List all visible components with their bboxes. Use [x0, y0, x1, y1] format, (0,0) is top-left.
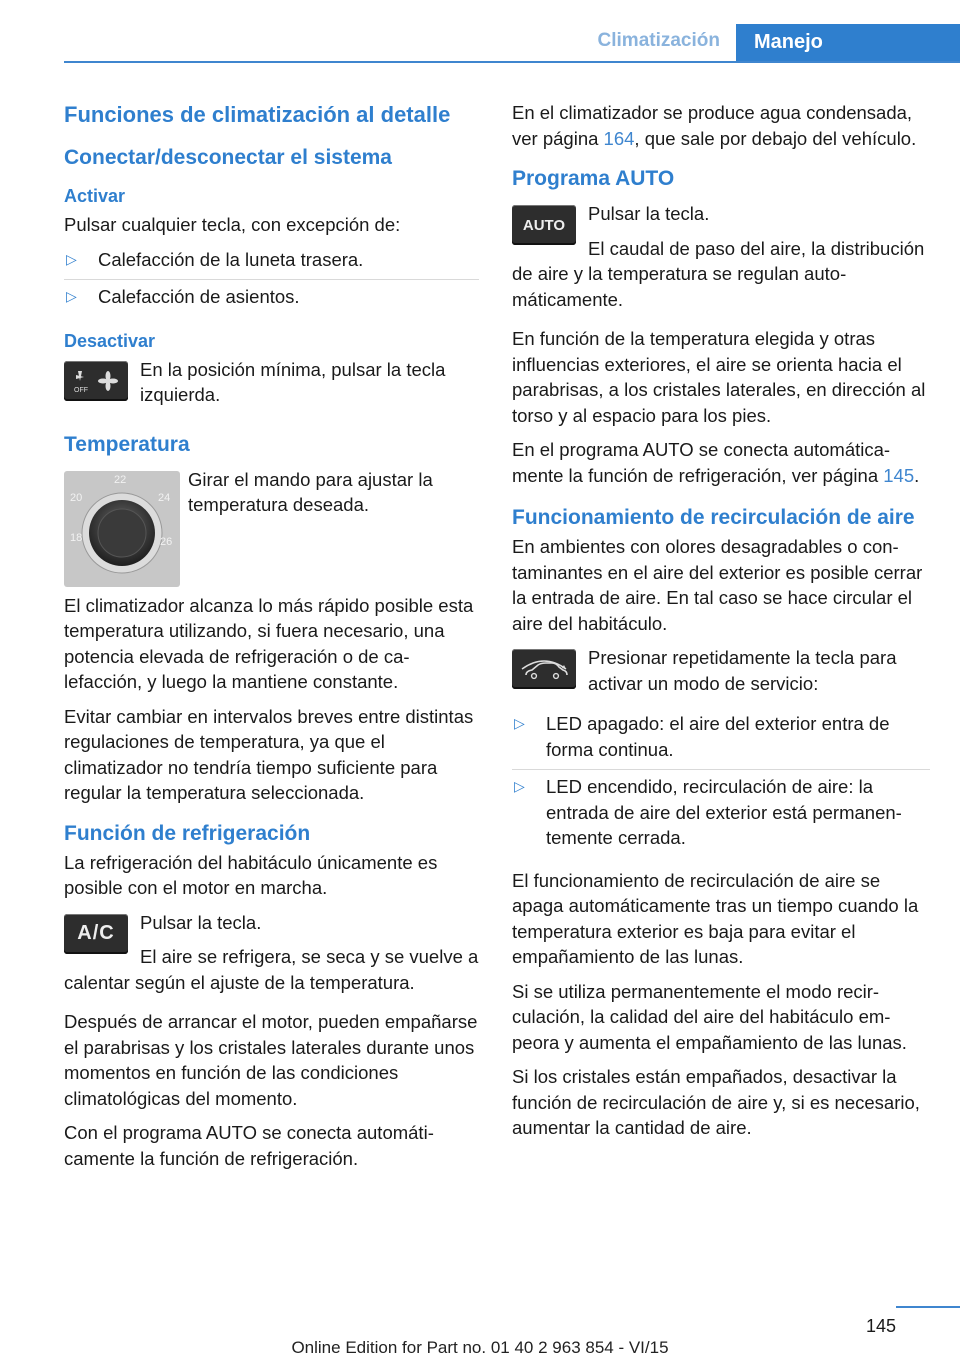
recirculacion-paragraph: Si los cristales están empañados, desactivar la función de recirculación de aire y, si es necesario, aumentar la cantidad de aire. [512, 1066, 920, 1138]
page-link[interactable]: 145 [883, 464, 915, 486]
list-item: ▷ Calefacción de la luneta trasera. [64, 247, 479, 281]
bullet-icon: ▷ [66, 288, 77, 304]
bullet-icon: ▷ [514, 778, 525, 794]
heading-system: Conectar/desconectar el sistema [64, 146, 392, 169]
dial-label: 20 [70, 491, 83, 504]
heading-activar: Activar [64, 186, 126, 206]
recirc-press-text: Presionar repetidamente la tecla para activar un modo de servicio: [588, 647, 897, 694]
header-line [64, 61, 960, 63]
dial-label: 26 [160, 535, 173, 548]
dial-label: 18 [70, 531, 83, 544]
heading-temperatura: Temperatura [64, 432, 190, 456]
heading-auto: Programa AUTO [512, 167, 675, 190]
left-column [64, 100, 479, 1180]
auto-button-icon: AUTO [512, 205, 576, 245]
section-title: Funciones de climatización al detalle [64, 102, 451, 127]
temperature-paragraph: El climatizador alcanza lo más rápido posible esta temperatura utilizando, si fuera necesario, una potencia elevada de refrigeración o de calefacción, y luego la mantiene constante. [64, 594, 474, 692]
heading-recirculacion: Funcionamiento de recirculación de aire [512, 506, 915, 529]
temperature-paragraph: Evitar cambiar en intervalos breves entre distintas regulaciones de temperatura, ya que el climatizador no tendría tiempo suficiente para regular la temperatura seleccionada. [64, 705, 474, 803]
activar-text: Pulsar cualquier tecla, con excepción de: [64, 214, 401, 235]
recirc-list [512, 711, 930, 858]
ac-description: El aire se refrigera, se seca y se vuelve a calentar según el ajuste de la temperatura. [64, 946, 479, 993]
list-item: ▷ LED encendido, recirculación de aire: la entrada de aire del exterior está permanentemente cerrada. [514, 776, 902, 848]
list-item: ▷ Calefacción de asientos. [64, 284, 479, 317]
dial-label: 22 [114, 473, 127, 486]
activar-list [64, 247, 479, 317]
condensation-paragraph: En el climatizador se produce agua condensada, ver página 164, que sale por debajo del vehículo. [512, 102, 917, 149]
recirculacion-paragraph: En ambientes con olores desagradables o contaminantes en el aire del exterior es posible cerrar la entrada de aire. En tal caso se hace circular el aire del habitáculo. [512, 536, 923, 634]
list-item: ▷ LED apagado: el aire del exterior entra de forma continua. [512, 711, 930, 770]
edition-footer: Online Edition for Part no. 01 40 2 963 854 - VI/15 [291, 1338, 669, 1357]
footer-line [896, 1306, 960, 1308]
ac-row [64, 910, 479, 1010]
auto-press-text: Pulsar la tecla. [588, 203, 710, 224]
header-tab[interactable]: Manejo [736, 24, 960, 61]
desactivar-text: En la posición mínima, pulsar la tecla izquierda. [140, 358, 446, 405]
page-number: 145 [865, 1316, 896, 1336]
heading-refrigeracion: Función de refrigeración [64, 821, 311, 845]
off-label: OFF [74, 386, 88, 394]
refrigeracion-paragraph: Con el programa AUTO se conecta automáticamente la función de refrigeración. [64, 1122, 434, 1169]
auto-row [512, 201, 930, 326]
temperature-row [64, 467, 479, 593]
refrigeracion-paragraph: Después de arrancar el motor, pueden empañarse el parabrisas y los cristales laterales durante unos momentos en función de las condiciones climatológicas del momento. [64, 1011, 478, 1109]
ac-button-icon: A/C [64, 914, 128, 954]
bullet-icon: ▷ [514, 715, 525, 731]
auto-paragraph: En el programa AUTO se conecta automáticamente la función de refrigeración, ver página 145. [512, 439, 920, 486]
heading-desactivar: Desactivar [64, 330, 156, 351]
temperature-dial-icon [64, 471, 180, 587]
page-link[interactable]: 164 [603, 127, 635, 149]
recirculation-button-icon [512, 649, 576, 689]
desactivar-row [64, 357, 479, 417]
recirc-row [512, 645, 930, 705]
fan-off-button-icon [64, 361, 128, 401]
bullet-icon: ▷ [66, 250, 77, 267]
recirculacion-paragraph: El funcionamiento de recirculación de aire se apaga automáticamente tras un tiempo cuando la temperatura exterior es baja para evitar el empañamiento de las lunas. [512, 869, 919, 967]
header-section: Climatización [597, 30, 720, 51]
temperature-instructions: Girar el mando para ajustar la temperatura deseada. [188, 468, 433, 515]
auto-description: El caudal de paso del aire, la distribución de aire y la temperatura se regulan automáticamente. [512, 237, 925, 310]
dial-label: 24 [158, 491, 171, 504]
auto-paragraph: En función de la temperatura elegida y otras influencias exteriores, el aire se orienta hacia el parabrisas, a los cristales laterales, en dirección al torso y al espacio para los pies. [512, 328, 926, 426]
refrigeracion-paragraph: La refrigeración del habitáculo únicamente es posible con el motor en marcha. [64, 851, 438, 898]
right-column [512, 100, 930, 1150]
ac-press-text: Pulsar la tecla. [140, 911, 262, 933]
recirculacion-paragraph: Si se utiliza permanentemente el modo recirculación, la calidad del aire del habitáculo empeora y aumenta el empañamiento de las lunas. [512, 980, 907, 1053]
